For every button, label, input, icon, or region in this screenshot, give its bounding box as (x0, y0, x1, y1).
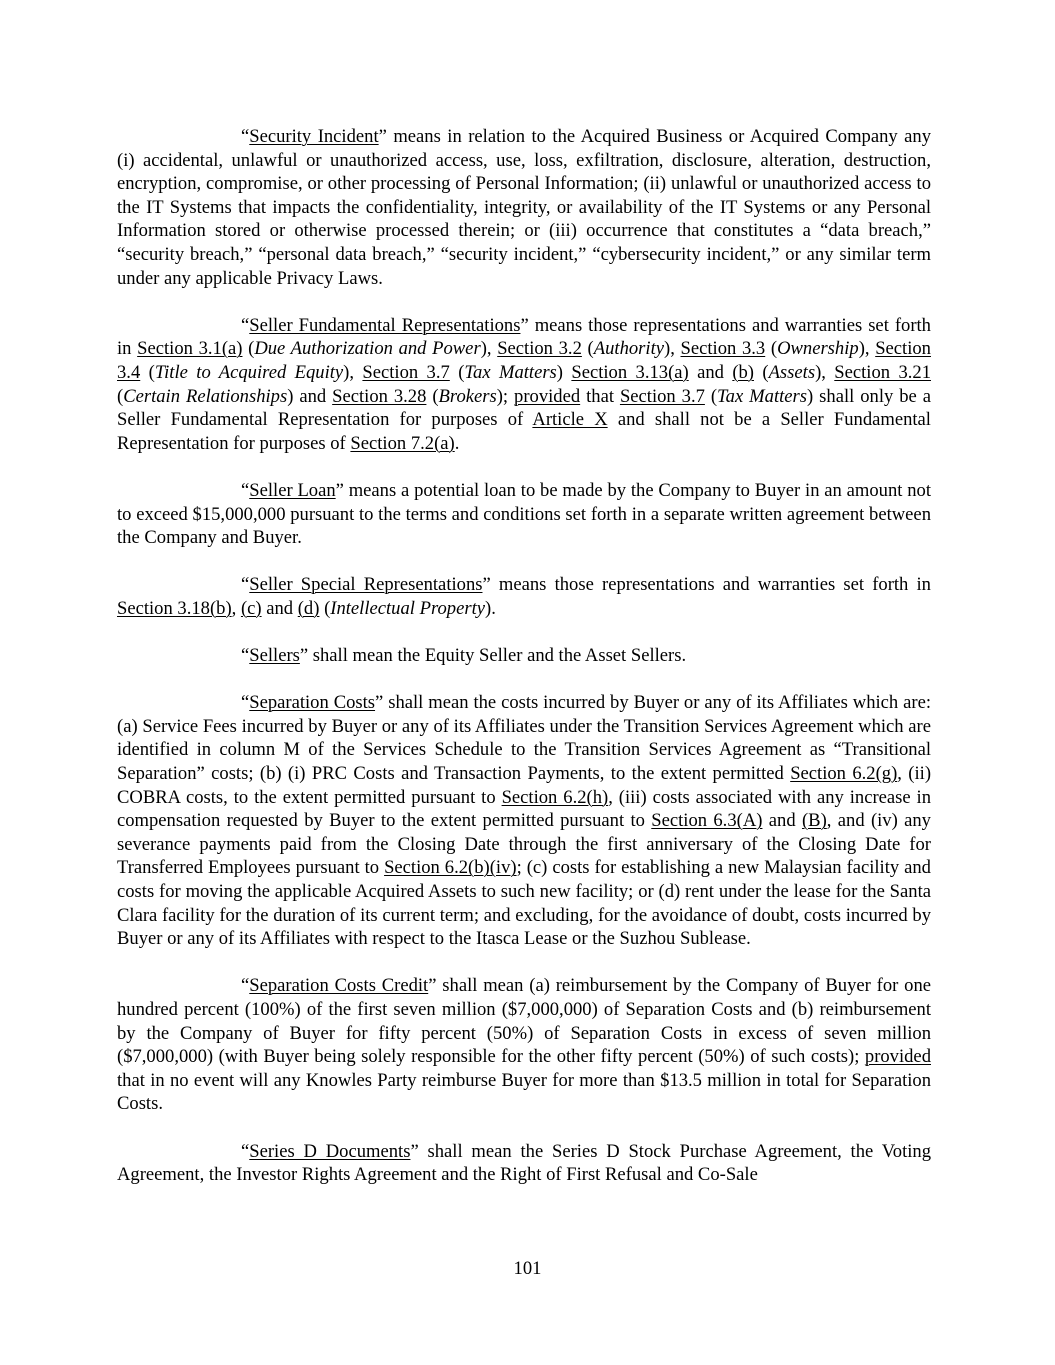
section-reference: Section 6.2(g) (790, 763, 898, 785)
section-reference: Section 3.21 (834, 361, 931, 383)
defined-term: Security Incident (249, 126, 379, 147)
definition-seller-special-representations: “Seller Special Representations” means those representations and warranties set forth in Section 3.18(b), (c) and (d) (Intellectual Property). (117, 574, 931, 619)
defined-term: Sellers (249, 645, 300, 667)
definition-series-d-documents: “Series D Documents” shall mean the Series D Stock Purchase Agreement, the Voting Agreement, the Investor Rights Agreement and the Right of First Refusal and Co-Sale (117, 1140, 931, 1186)
section-reference: Section 3.7 (619, 385, 705, 407)
section-reference: Section 3.3 (680, 338, 766, 360)
provided-qualifier: provided (864, 1046, 931, 1068)
article-reference: Article X (532, 409, 608, 431)
defined-term: Series D Documents (249, 1140, 411, 1162)
section-reference: (d) (297, 597, 320, 619)
definition-separation-costs: “Separation Costs” shall mean the costs incurred by Buyer or any of its Affiliates which are: (a) Service Fees incurred by Buyer or any of its Affiliates under the Transition Services Agreement which are identified in column M of the Services Schedule to the Transition Services Agreement as “Transitional Separation” costs; (b) (i) PRC Costs and Transaction Payments, to the extent permitted Section 6.2(g), (ii) COBRA costs, to the extent permitted pursuant to Section 6.2(h), (iii) costs associated with any increase in compensation requested by Buyer to the extent permitted pursuant to Section 6.3(A) and (B), and (iv) any severance payments paid from the Closing Date through the first anniversary of the Closing Date for Transferred Employees pursuant to Section 6.2(b)(iv); (c) costs for establishing a new Malaysian facility and costs for moving the applicable Acquired Assets to such new facility; or (d) rent under the lease for the Santa Clara facility for the duration of its current term; and excluding, for the avoidance of doubt, costs incurred by Buyer or any of its Affiliates with respect to the Itasca Lease or the Suzhou Sublease. (117, 692, 932, 950)
definition-separation-costs-credit: “Separation Costs Credit” shall mean (a) reimbursement by the Company of Buyer for one hundred percent (100%) of the first seven million ($7,000,000) of Separation Costs and (b) reimbursement by the Company of Buyer for fifty percent (50%) of Separation Costs in excess of seven million ($7,000,000) (with Buyer being solely responsible for the other fifty percent (50%) of such costs); provided that in no event will any Knowles Party reimburse Buyer for more than $13.5 million in total for Separation Costs. (117, 975, 931, 1115)
section-reference: Section 3.4 (117, 338, 931, 383)
section-reference: (B) (801, 810, 827, 832)
defined-term: Seller Loan (249, 479, 336, 501)
definition-seller-fundamental-representations: “Seller Fundamental Representations” means those representations and warranties set forth in Section 3.1(a) (Due Authorization and Power), Section 3.2 (Authority), Section 3.3 (Ownership), Section 3.4 (Title to Acquired Equity), Section 3.7 (Tax Matters) Section 3.13(a) and (b) (Assets), Section 3.21 (Certain Relationships) and Section 3.28 (Brokers); provided that Section 3.7 (Tax Matters) shall only be a Seller Fundamental Representation for purposes of Article X and shall not be a Seller Fundamental Representation for purposes of Section 7.2(a). (117, 314, 931, 454)
document-page (117, 125, 931, 1187)
defined-term: Seller Special Representations (249, 574, 483, 596)
definition-security-incident: “Security Incident” means in relation to the Acquired Business or Acquired Company any (i) accidental, unlawful or unauthorized access, use, loss, exfiltration, disclosure, alteration, destruction, encryption, compromise, or other processing of Personal Information; (ii) unlawful or unauthorized access to the IT Systems that impacts the confidentiality, integrity, or availability of the IT Systems or any Personal Information stored or otherwise processed therein; or (iii) occurrence that constitutes a “data breach,” “security breach,” “personal data breach,” “security incident,” “cybersecurity incident,” or any similar term under any applicable Privacy Laws. (117, 126, 931, 289)
definition-sellers: “Sellers” shall mean the Equity Seller and the Asset Sellers. (241, 645, 687, 667)
section-reference: Section 3.18(b) (117, 597, 232, 619)
defined-term: Separation Costs Credit (249, 975, 429, 997)
section-reference: Section 3.28 (332, 385, 427, 407)
section-reference: Section 6.2(h) (501, 786, 609, 808)
defined-term: Separation Costs (249, 692, 376, 714)
provided-qualifier: provided (514, 385, 581, 407)
page-number: 101 (513, 1258, 542, 1279)
definition-seller-loan: “Seller Loan” means a potential loan to be made by the Company to Buyer in an amount not to exceed $15,000,000 pursuant to the terms and conditions set forth in a separate written agreement between the Company and Buyer. (117, 479, 931, 549)
section-reference: Section 6.2(b)(iv) (384, 857, 517, 879)
section-reference: (c) (240, 597, 262, 619)
section-reference: Section 7.2(a) (350, 432, 455, 454)
section-reference: Section 3.2 (497, 338, 582, 360)
section-reference: Section 3.13(a) (571, 361, 689, 383)
defined-term: Seller Fundamental Representations (249, 314, 521, 336)
section-reference: Section 3.1(a) (137, 338, 243, 360)
section-reference: (b) (732, 361, 754, 383)
section-reference: Section 6.3(A) (651, 810, 763, 832)
section-reference: Section 3.7 (362, 361, 450, 383)
